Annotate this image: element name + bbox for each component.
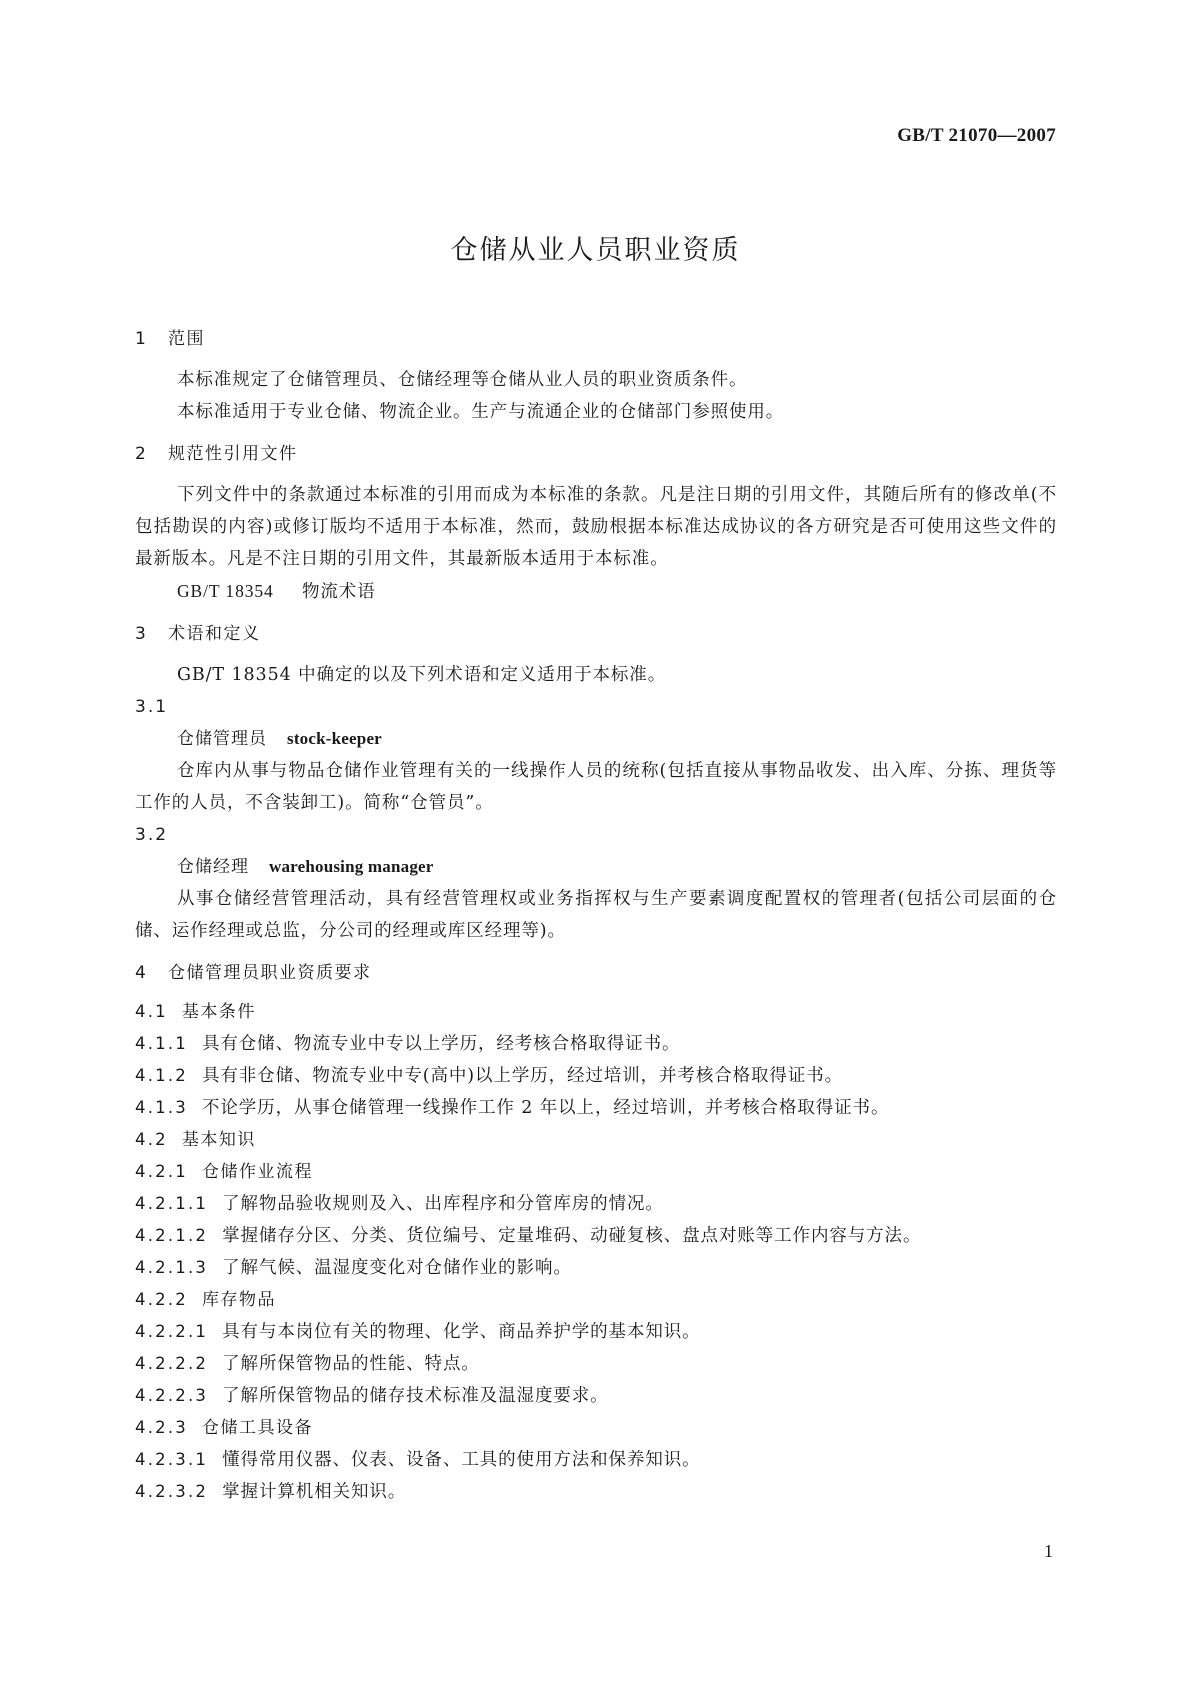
- section-title: 范围: [168, 329, 205, 349]
- clause: [135, 1188, 1057, 1220]
- subsection-title: 仓储工具设备: [201, 1418, 313, 1438]
- standard-number: GB/T 21070—2007: [897, 125, 1056, 146]
- normative-reference: [135, 575, 1057, 608]
- section-3-heading: [135, 616, 1057, 653]
- clause-number: 4.1.3: [135, 1098, 188, 1117]
- clause-number: 4.2.3.2: [135, 1482, 209, 1501]
- clause-text: 了解所保管物品的储存技术标准及温湿度要求。: [222, 1386, 609, 1406]
- subsection-heading: [135, 996, 1057, 1028]
- term-entry: [135, 723, 1057, 755]
- clause: [135, 1348, 1057, 1380]
- term-number: 3.1: [135, 697, 169, 717]
- subsection-title: 基本知识: [181, 1130, 256, 1150]
- term-entry: [135, 851, 1057, 883]
- clause-number: 4.2.2: [135, 1290, 188, 1309]
- clause-number: 4.2.1.3: [135, 1258, 209, 1277]
- subsection-title: 库存物品: [201, 1290, 276, 1310]
- clause-number: 4.2.3.1: [135, 1450, 209, 1469]
- term-definition: 从事仓储经营管理活动，具有经营管理权或业务指挥权与生产要素调度配置权的管理者(包括公司层面的仓储、运作经理或总监，分公司的经理或库区经理等)。: [135, 889, 1057, 941]
- clause: [135, 1444, 1057, 1476]
- term-english: warehousing manager: [269, 857, 434, 876]
- clause-number: 4.1.2: [135, 1066, 188, 1085]
- subsection-heading: [135, 1156, 1057, 1188]
- document-title: 仓储从业人员职业资质: [450, 235, 741, 266]
- clause-text: 了解物品验收规则及入、出库程序和分管库房的情况。: [222, 1194, 664, 1214]
- clause: [135, 1316, 1057, 1348]
- section-2-heading: [135, 436, 1057, 473]
- clause: [135, 1060, 1057, 1092]
- clause: [135, 1092, 1057, 1124]
- paragraph: GB/T 18354 中确定的以及下列术语和定义适用于本标准。: [177, 665, 667, 685]
- term-number: 3.2: [135, 825, 169, 845]
- clause-text: 具有非仓储、物流专业中专(高中)以上学历，经过培训，并考核合格取得证书。: [201, 1066, 844, 1086]
- clause: [135, 1476, 1057, 1508]
- section-number: 2: [135, 444, 148, 464]
- clause-text: 不论学历，从事仓储管理一线操作工作 2 年以上，经过培训，并考核合格取得证书。: [201, 1098, 890, 1118]
- clause-text: 掌握储存分区、分类、货位编号、定量堆码、动碰复核、盘点对账等工作内容与方法。: [222, 1226, 922, 1246]
- section-title: 术语和定义: [168, 624, 261, 644]
- paragraph: 本标准规定了仓储管理员、仓储经理等仓储从业人员的职业资质条件。: [177, 370, 748, 390]
- section-4-heading: [135, 955, 1057, 992]
- paragraph: 下列文件中的条款通过本标准的引用而成为本标准的条款。凡是注日期的引用文件，其随后所有的修改单(不包括勘误的内容)或修订版均不适用于本标准，然而，鼓励根据本标准达成协议的各方研究是否可使用这些文件的最新版本。凡是不注日期的引用文件，其最新版本适用于本标准。: [135, 485, 1057, 569]
- clause-number: 4.2.3: [135, 1418, 188, 1437]
- subsection-heading: [135, 1412, 1057, 1444]
- subsection-title: 基本条件: [181, 1002, 256, 1022]
- clause: [135, 1252, 1057, 1284]
- section-title: 仓储管理员职业资质要求: [168, 963, 372, 983]
- clause-number: 4.2: [135, 1130, 168, 1149]
- clause-text: 了解所保管物品的性能、特点。: [222, 1354, 480, 1374]
- section-number: 3: [135, 624, 148, 644]
- clause-text: 掌握计算机相关知识。: [222, 1482, 407, 1502]
- term-chinese: 仓储管理员: [177, 729, 267, 749]
- section-number: 4: [135, 963, 148, 983]
- clause-text: 了解气候、温湿度变化对仓储作业的影响。: [222, 1258, 572, 1278]
- clause: [135, 1220, 1057, 1252]
- section-1-heading: [135, 321, 1057, 358]
- subsection-heading: [135, 1124, 1057, 1156]
- section-number: 1: [135, 329, 148, 349]
- clause-number: 4.2.2.3: [135, 1386, 209, 1405]
- term-chinese: 仓储经理: [177, 857, 249, 877]
- clause-number: 4.1: [135, 1002, 168, 1021]
- document-body: [135, 321, 1057, 1508]
- clause-number: 4.2.2.2: [135, 1354, 209, 1373]
- reference-code: GB/T 18354: [177, 581, 274, 601]
- clause-text: 具有仓储、物流专业中专以上学历，经考核合格取得证书。: [201, 1034, 681, 1054]
- clause: [135, 1028, 1057, 1060]
- clause-text: 具有与本岗位有关的物理、化学、商品养护学的基本知识。: [222, 1322, 701, 1342]
- term-english: stock-keeper: [287, 729, 382, 748]
- page-number: 1: [1044, 1541, 1053, 1561]
- reference-title: 物流术语: [302, 582, 376, 602]
- clause: [135, 1380, 1057, 1412]
- clause-number: 4.1.1: [135, 1034, 188, 1053]
- clause-number: 4.2.2.1: [135, 1322, 209, 1341]
- paragraph: 本标准适用于专业仓储、物流企业。生产与流通企业的仓储部门参照使用。: [177, 402, 785, 422]
- subsection-title: 仓储作业流程: [201, 1162, 313, 1182]
- section-title: 规范性引用文件: [168, 444, 298, 464]
- clause-number: 4.2.1.2: [135, 1226, 209, 1245]
- term-definition: 仓库内从事与物品仓储作业管理有关的一线操作人员的统称(包括直接从事物品收发、出入库、分拣、理货等工作的人员，不含装卸工)。简称“仓管员”。: [135, 761, 1057, 813]
- clause-number: 4.2.1.1: [135, 1194, 209, 1213]
- clause-number: 4.2.1: [135, 1162, 188, 1181]
- subsection-heading: [135, 1284, 1057, 1316]
- clause-text: 懂得常用仪器、仪表、设备、工具的使用方法和保养知识。: [222, 1450, 701, 1470]
